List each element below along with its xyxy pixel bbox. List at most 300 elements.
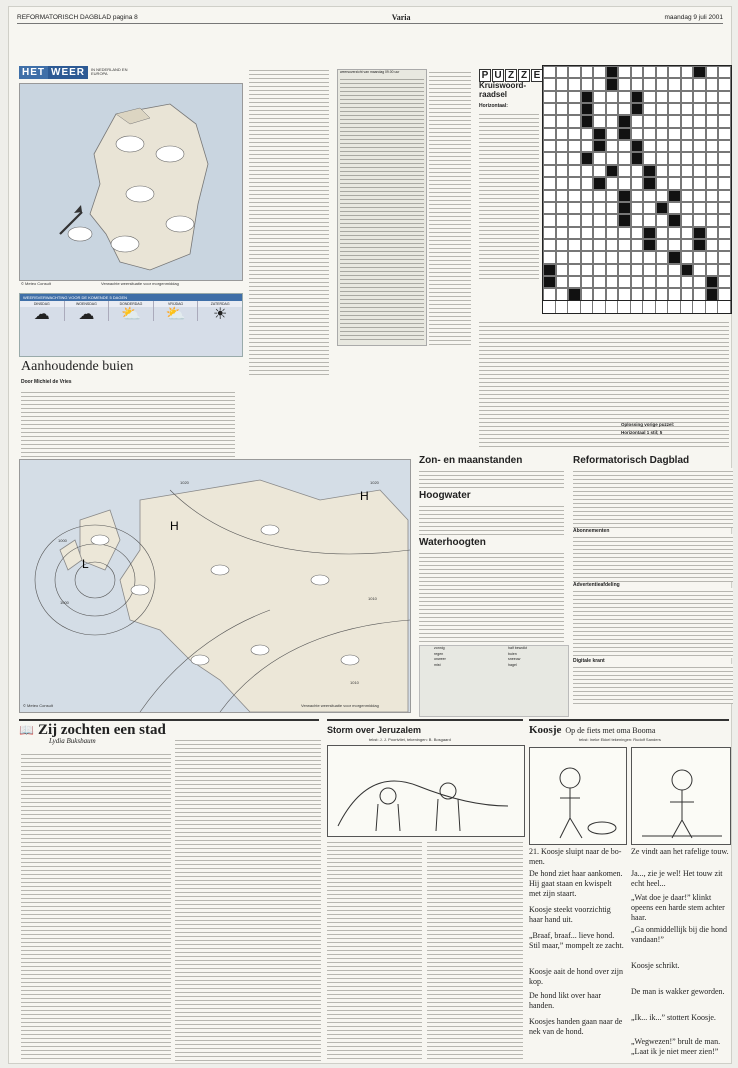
crossword-cell[interactable] — [593, 165, 606, 177]
crossword-cell[interactable] — [656, 103, 669, 115]
crossword-cell[interactable] — [693, 128, 706, 140]
crossword-cell[interactable] — [593, 91, 606, 103]
crossword-cell[interactable] — [668, 190, 681, 202]
solution-cell[interactable] — [643, 301, 656, 313]
crossword-cell[interactable] — [681, 177, 694, 189]
crossword-cell[interactable] — [593, 276, 606, 288]
crossword-cell[interactable] — [568, 115, 581, 127]
crossword-cell[interactable] — [681, 264, 694, 276]
crossword-cell[interactable] — [581, 103, 594, 115]
crossword-cell[interactable] — [568, 91, 581, 103]
crossword-cell[interactable] — [581, 152, 594, 164]
crossword-cell[interactable] — [681, 202, 694, 214]
crossword-cell[interactable] — [581, 128, 594, 140]
crossword-cell[interactable] — [718, 264, 731, 276]
crossword-cell[interactable] — [643, 177, 656, 189]
crossword-cell[interactable] — [668, 128, 681, 140]
crossword-cell[interactable] — [543, 239, 556, 251]
solution-row[interactable] — [542, 300, 732, 314]
crossword-cell[interactable] — [631, 190, 644, 202]
crossword-cell[interactable] — [718, 91, 731, 103]
crossword-cell[interactable] — [581, 78, 594, 90]
crossword-cell[interactable] — [593, 177, 606, 189]
crossword-cell[interactable] — [693, 202, 706, 214]
crossword-cell[interactable] — [706, 202, 719, 214]
crossword-cell[interactable] — [618, 214, 631, 226]
crossword-cell[interactable] — [643, 239, 656, 251]
crossword-cell[interactable] — [631, 66, 644, 78]
crossword-cell[interactable] — [556, 214, 569, 226]
crossword-cell[interactable] — [706, 251, 719, 263]
crossword-cell[interactable] — [568, 276, 581, 288]
crossword-cell[interactable] — [643, 115, 656, 127]
crossword-cell[interactable] — [706, 152, 719, 164]
crossword-cell[interactable] — [618, 128, 631, 140]
crossword-cell[interactable] — [606, 202, 619, 214]
crossword-cell[interactable] — [618, 202, 631, 214]
crossword-cell[interactable] — [606, 91, 619, 103]
crossword-cell[interactable] — [643, 214, 656, 226]
crossword-cell[interactable] — [668, 165, 681, 177]
crossword-cell[interactable] — [668, 264, 681, 276]
crossword-cell[interactable] — [718, 140, 731, 152]
crossword-cell[interactable] — [618, 152, 631, 164]
crossword-cell[interactable] — [656, 165, 669, 177]
crossword-cell[interactable] — [668, 66, 681, 78]
crossword-cell[interactable] — [643, 190, 656, 202]
crossword-cell[interactable] — [718, 66, 731, 78]
crossword-cell[interactable] — [543, 165, 556, 177]
crossword-cell[interactable] — [593, 152, 606, 164]
crossword-cell[interactable] — [568, 214, 581, 226]
crossword-cell[interactable] — [693, 251, 706, 263]
solution-cell[interactable] — [581, 301, 594, 313]
crossword-cell[interactable] — [556, 251, 569, 263]
crossword-cell[interactable] — [568, 177, 581, 189]
crossword-cell[interactable] — [556, 190, 569, 202]
crossword-cell[interactable] — [643, 152, 656, 164]
crossword-cell[interactable] — [606, 288, 619, 300]
solution-cell[interactable] — [568, 301, 581, 313]
crossword-cell[interactable] — [681, 288, 694, 300]
crossword-cell[interactable] — [668, 276, 681, 288]
crossword-cell[interactable] — [718, 115, 731, 127]
crossword-cell[interactable] — [593, 214, 606, 226]
crossword-cell[interactable] — [581, 251, 594, 263]
crossword-cell[interactable] — [718, 177, 731, 189]
solution-cell[interactable] — [618, 301, 631, 313]
crossword-cell[interactable] — [618, 190, 631, 202]
crossword-cell[interactable] — [556, 152, 569, 164]
crossword-cell[interactable] — [593, 140, 606, 152]
crossword-cell[interactable] — [568, 103, 581, 115]
crossword-cell[interactable] — [581, 227, 594, 239]
crossword-cell[interactable] — [543, 140, 556, 152]
crossword-cell[interactable] — [568, 140, 581, 152]
crossword-cell[interactable] — [681, 115, 694, 127]
crossword-cell[interactable] — [643, 78, 656, 90]
crossword-cell[interactable] — [668, 91, 681, 103]
crossword-cell[interactable] — [656, 152, 669, 164]
crossword-cell[interactable] — [556, 227, 569, 239]
crossword-cell[interactable] — [618, 140, 631, 152]
crossword-cell[interactable] — [693, 66, 706, 78]
solution-cell[interactable] — [706, 301, 719, 313]
crossword-cell[interactable] — [593, 128, 606, 140]
crossword-cell[interactable] — [606, 251, 619, 263]
crossword-cell[interactable] — [543, 115, 556, 127]
crossword-cell[interactable] — [706, 128, 719, 140]
solution-cell[interactable] — [606, 301, 619, 313]
crossword-cell[interactable] — [718, 78, 731, 90]
crossword-cell[interactable] — [706, 190, 719, 202]
crossword-cell[interactable] — [593, 264, 606, 276]
crossword-cell[interactable] — [656, 264, 669, 276]
crossword-cell[interactable] — [643, 288, 656, 300]
crossword-cell[interactable] — [618, 264, 631, 276]
crossword-cell[interactable] — [631, 177, 644, 189]
solution-cell[interactable] — [593, 301, 606, 313]
crossword-cell[interactable] — [631, 288, 644, 300]
crossword-cell[interactable] — [668, 227, 681, 239]
crossword-cell[interactable] — [656, 214, 669, 226]
crossword-cell[interactable] — [606, 140, 619, 152]
crossword-cell[interactable] — [718, 190, 731, 202]
crossword-cell[interactable] — [606, 115, 619, 127]
crossword-cell[interactable] — [631, 78, 644, 90]
solution-cell[interactable] — [693, 301, 706, 313]
crossword-cell[interactable] — [681, 128, 694, 140]
crossword-cell[interactable] — [581, 165, 594, 177]
crossword-cell[interactable] — [543, 152, 556, 164]
crossword-cell[interactable] — [681, 140, 694, 152]
crossword-cell[interactable] — [706, 276, 719, 288]
crossword-cell[interactable] — [543, 177, 556, 189]
crossword-cell[interactable] — [606, 190, 619, 202]
crossword-cell[interactable] — [568, 78, 581, 90]
crossword-cell[interactable] — [643, 140, 656, 152]
crossword-cell[interactable] — [681, 251, 694, 263]
crossword-cell[interactable] — [681, 165, 694, 177]
crossword-cell[interactable] — [681, 66, 694, 78]
crossword-cell[interactable] — [568, 288, 581, 300]
crossword-cell[interactable] — [693, 91, 706, 103]
crossword-cell[interactable] — [606, 264, 619, 276]
crossword-cell[interactable] — [618, 115, 631, 127]
crossword-cell[interactable] — [668, 152, 681, 164]
crossword-cell[interactable] — [581, 239, 594, 251]
solution-cell[interactable] — [668, 301, 681, 313]
crossword-cell[interactable] — [631, 103, 644, 115]
crossword-cell[interactable] — [556, 202, 569, 214]
crossword-cell[interactable] — [706, 227, 719, 239]
crossword-cell[interactable] — [606, 239, 619, 251]
crossword-cell[interactable] — [656, 128, 669, 140]
crossword-cell[interactable] — [693, 288, 706, 300]
crossword-cell[interactable] — [568, 165, 581, 177]
crossword-cell[interactable] — [656, 78, 669, 90]
crossword-cell[interactable] — [693, 103, 706, 115]
crossword-cell[interactable] — [543, 264, 556, 276]
crossword-cell[interactable] — [631, 276, 644, 288]
crossword-cell[interactable] — [643, 227, 656, 239]
crossword-cell[interactable] — [631, 251, 644, 263]
crossword-cell[interactable] — [631, 202, 644, 214]
crossword-cell[interactable] — [543, 78, 556, 90]
crossword-cell[interactable] — [543, 202, 556, 214]
crossword-cell[interactable] — [706, 239, 719, 251]
crossword-cell[interactable] — [656, 115, 669, 127]
crossword-cell[interactable] — [593, 251, 606, 263]
crossword-cell[interactable] — [693, 165, 706, 177]
crossword-cell[interactable] — [706, 214, 719, 226]
crossword-cell[interactable] — [593, 103, 606, 115]
crossword-cell[interactable] — [681, 91, 694, 103]
crossword-cell[interactable] — [593, 66, 606, 78]
crossword-cell[interactable] — [681, 190, 694, 202]
crossword-cell[interactable] — [656, 202, 669, 214]
crossword-cell[interactable] — [556, 91, 569, 103]
crossword-cell[interactable] — [568, 66, 581, 78]
crossword-cell[interactable] — [581, 288, 594, 300]
crossword-cell[interactable] — [706, 140, 719, 152]
crossword-cell[interactable] — [681, 214, 694, 226]
crossword-cell[interactable] — [656, 190, 669, 202]
crossword-cell[interactable] — [706, 177, 719, 189]
crossword-cell[interactable] — [618, 66, 631, 78]
crossword-cell[interactable] — [556, 140, 569, 152]
crossword-cell[interactable] — [643, 276, 656, 288]
crossword-cell[interactable] — [606, 103, 619, 115]
crossword-cell[interactable] — [618, 239, 631, 251]
crossword-cell[interactable] — [631, 140, 644, 152]
crossword-cell[interactable] — [706, 91, 719, 103]
crossword-cell[interactable] — [593, 288, 606, 300]
crossword-cell[interactable] — [706, 103, 719, 115]
crossword-cell[interactable] — [681, 239, 694, 251]
crossword-cell[interactable] — [656, 288, 669, 300]
crossword-cell[interactable] — [706, 78, 719, 90]
crossword-cell[interactable] — [668, 239, 681, 251]
crossword-cell[interactable] — [693, 177, 706, 189]
crossword-cell[interactable] — [568, 202, 581, 214]
crossword-cell[interactable] — [668, 78, 681, 90]
crossword-cell[interactable] — [706, 165, 719, 177]
crossword-cell[interactable] — [693, 214, 706, 226]
crossword-cell[interactable] — [568, 152, 581, 164]
crossword-cell[interactable] — [581, 66, 594, 78]
solution-cell[interactable] — [556, 301, 569, 313]
crossword-cell[interactable] — [718, 152, 731, 164]
solution-cell[interactable] — [656, 301, 669, 313]
crossword-cell[interactable] — [581, 214, 594, 226]
crossword-cell[interactable] — [631, 91, 644, 103]
crossword-cell[interactable] — [681, 227, 694, 239]
crossword-cell[interactable] — [693, 115, 706, 127]
crossword-cell[interactable] — [543, 227, 556, 239]
crossword-cell[interactable] — [643, 202, 656, 214]
crossword-cell[interactable] — [718, 227, 731, 239]
crossword-cell[interactable] — [581, 177, 594, 189]
crossword-cell[interactable] — [631, 165, 644, 177]
crossword-cell[interactable] — [631, 152, 644, 164]
crossword-cell[interactable] — [606, 276, 619, 288]
crossword-cell[interactable] — [568, 264, 581, 276]
crossword-cell[interactable] — [618, 251, 631, 263]
crossword-cell[interactable] — [606, 128, 619, 140]
crossword-cell[interactable] — [656, 227, 669, 239]
crossword-cell[interactable] — [706, 264, 719, 276]
crossword-cell[interactable] — [606, 152, 619, 164]
crossword-cell[interactable] — [556, 177, 569, 189]
crossword-cell[interactable] — [556, 66, 569, 78]
crossword-cell[interactable] — [681, 78, 694, 90]
crossword-cell[interactable] — [593, 115, 606, 127]
crossword-cell[interactable] — [543, 251, 556, 263]
crossword-cell[interactable] — [593, 190, 606, 202]
crossword-cell[interactable] — [643, 66, 656, 78]
crossword-cell[interactable] — [693, 140, 706, 152]
crossword-cell[interactable] — [618, 177, 631, 189]
crossword-cell[interactable] — [706, 288, 719, 300]
crossword-cell[interactable] — [718, 214, 731, 226]
crossword-cell[interactable] — [706, 115, 719, 127]
crossword-cell[interactable] — [718, 276, 731, 288]
crossword-cell[interactable] — [656, 177, 669, 189]
crossword-cell[interactable] — [643, 264, 656, 276]
crossword-cell[interactable] — [693, 227, 706, 239]
crossword-cell[interactable] — [543, 128, 556, 140]
crossword-cell[interactable] — [606, 78, 619, 90]
crossword-cell[interactable] — [668, 177, 681, 189]
crossword-cell[interactable] — [643, 103, 656, 115]
crossword-cell[interactable] — [693, 190, 706, 202]
crossword-cell[interactable] — [668, 288, 681, 300]
crossword-cell[interactable] — [618, 103, 631, 115]
crossword-cell[interactable] — [656, 239, 669, 251]
crossword-cell[interactable] — [681, 152, 694, 164]
crossword-cell[interactable] — [606, 165, 619, 177]
crossword-cell[interactable] — [618, 276, 631, 288]
crossword-cell[interactable] — [581, 276, 594, 288]
crossword-cell[interactable] — [631, 264, 644, 276]
crossword-cell[interactable] — [581, 202, 594, 214]
crossword-grid[interactable] — [542, 65, 732, 314]
solution-cell[interactable] — [543, 301, 556, 313]
crossword-cell[interactable] — [593, 202, 606, 214]
crossword-cell[interactable] — [556, 239, 569, 251]
crossword-cell[interactable] — [631, 214, 644, 226]
crossword-cell[interactable] — [568, 239, 581, 251]
crossword-cell[interactable] — [618, 78, 631, 90]
crossword-cell[interactable] — [543, 103, 556, 115]
crossword-cell[interactable] — [543, 91, 556, 103]
crossword-cell[interactable] — [556, 78, 569, 90]
crossword-cell[interactable] — [718, 288, 731, 300]
crossword-cell[interactable] — [606, 214, 619, 226]
crossword-cell[interactable] — [693, 78, 706, 90]
crossword-cell[interactable] — [656, 276, 669, 288]
crossword-cell[interactable] — [656, 140, 669, 152]
crossword-cell[interactable] — [656, 91, 669, 103]
crossword-cell[interactable] — [656, 251, 669, 263]
crossword-cell[interactable] — [606, 177, 619, 189]
crossword-cell[interactable] — [693, 152, 706, 164]
crossword-cell[interactable] — [643, 128, 656, 140]
crossword-cell[interactable] — [681, 103, 694, 115]
crossword-cell[interactable] — [643, 165, 656, 177]
crossword-cell[interactable] — [706, 66, 719, 78]
crossword-cell[interactable] — [631, 115, 644, 127]
crossword-cell[interactable] — [556, 115, 569, 127]
crossword-cell[interactable] — [593, 239, 606, 251]
crossword-cell[interactable] — [568, 190, 581, 202]
crossword-cell[interactable] — [631, 227, 644, 239]
crossword-cell[interactable] — [556, 264, 569, 276]
crossword-cell[interactable] — [618, 91, 631, 103]
crossword-cell[interactable] — [568, 128, 581, 140]
crossword-cell[interactable] — [693, 239, 706, 251]
crossword-cell[interactable] — [718, 251, 731, 263]
crossword-cell[interactable] — [693, 264, 706, 276]
crossword-cell[interactable] — [593, 78, 606, 90]
crossword-cell[interactable] — [556, 276, 569, 288]
crossword-cell[interactable] — [581, 91, 594, 103]
crossword-cell[interactable] — [556, 288, 569, 300]
crossword-cell[interactable] — [643, 91, 656, 103]
crossword-cell[interactable] — [543, 190, 556, 202]
solution-cell[interactable] — [718, 301, 731, 313]
crossword-cell[interactable] — [543, 276, 556, 288]
crossword-cell[interactable] — [668, 214, 681, 226]
crossword-cell[interactable] — [556, 165, 569, 177]
crossword-cell[interactable] — [618, 227, 631, 239]
crossword-cell[interactable] — [718, 128, 731, 140]
crossword-cell[interactable] — [581, 264, 594, 276]
crossword-cell[interactable] — [718, 165, 731, 177]
crossword-cell[interactable] — [668, 140, 681, 152]
crossword-cell[interactable] — [581, 115, 594, 127]
crossword-cell[interactable] — [543, 66, 556, 78]
crossword-cell[interactable] — [556, 103, 569, 115]
crossword-cell[interactable] — [693, 276, 706, 288]
solution-cell[interactable] — [681, 301, 694, 313]
crossword-cell[interactable] — [681, 276, 694, 288]
crossword-cell[interactable] — [656, 66, 669, 78]
crossword-cell[interactable] — [668, 115, 681, 127]
crossword-cell[interactable] — [668, 202, 681, 214]
crossword-cell[interactable] — [593, 227, 606, 239]
crossword-cell[interactable] — [631, 128, 644, 140]
crossword-cell[interactable] — [556, 128, 569, 140]
crossword-cell[interactable] — [643, 251, 656, 263]
crossword-cell[interactable] — [718, 239, 731, 251]
crossword-cell[interactable] — [718, 103, 731, 115]
crossword-cell[interactable] — [718, 202, 731, 214]
crossword-cell[interactable] — [568, 251, 581, 263]
crossword-cell[interactable] — [581, 190, 594, 202]
crossword-cell[interactable] — [631, 239, 644, 251]
crossword-cell[interactable] — [606, 66, 619, 78]
crossword-cell[interactable] — [606, 227, 619, 239]
crossword-cell[interactable] — [668, 251, 681, 263]
crossword-cell[interactable] — [618, 288, 631, 300]
crossword-cell[interactable] — [581, 140, 594, 152]
crossword-cell[interactable] — [668, 103, 681, 115]
crossword-cell[interactable] — [618, 165, 631, 177]
crossword-cell[interactable] — [543, 214, 556, 226]
solution-cell[interactable] — [631, 301, 644, 313]
